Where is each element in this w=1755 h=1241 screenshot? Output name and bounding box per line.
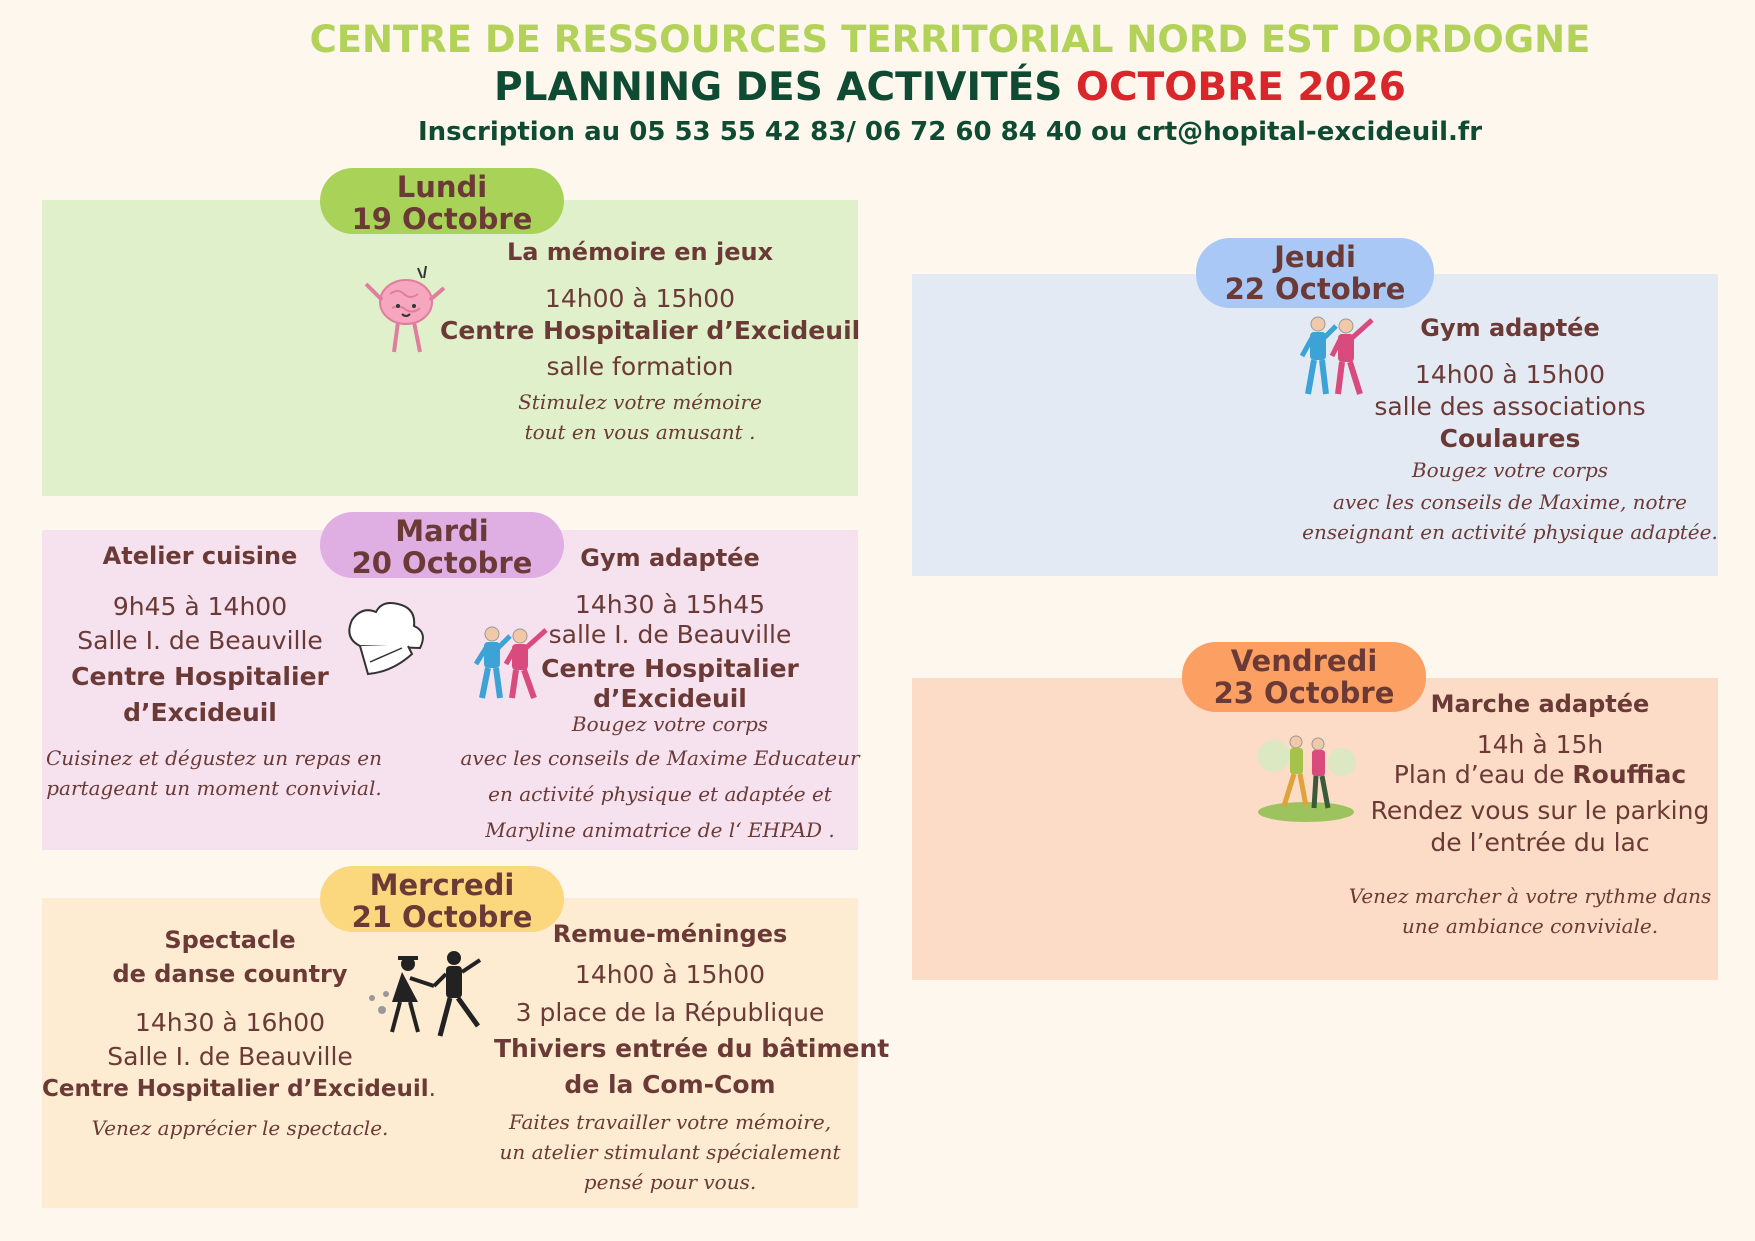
activity-place <box>42 1076 436 1102</box>
day-date: 22 Octobre <box>1224 272 1406 306</box>
activity-description: Faites travailler votre mémoire, <box>508 1110 832 1134</box>
activity-description: tout en vous amusant . <box>524 420 756 444</box>
activity-place: d’Excideuil <box>593 684 747 713</box>
planning-title <box>150 65 1750 110</box>
day-name: Mardi <box>395 514 489 548</box>
activity-description: Venez marcher à votre rythme dans <box>1348 884 1712 908</box>
planning-month: OCTOBRE 2026 <box>1075 65 1406 110</box>
activity-time: 14h00 à 15h00 <box>544 284 736 313</box>
activity-place: Centre Hospitalier d’Excideuil <box>440 316 861 345</box>
seniors-walking-icon <box>1254 728 1358 824</box>
activity-title: Marche adaptée <box>1430 690 1650 718</box>
activity-room: Salle I. de Beauville <box>107 1042 353 1071</box>
activity-time: 14h00 à 15h00 <box>574 960 766 989</box>
activity-description: une ambiance conviviale. <box>1401 914 1659 938</box>
activity-title: Gym adaptée <box>1420 314 1600 342</box>
activity-time: 14h à 15h <box>1476 730 1604 759</box>
activity-room: Salle I. de Beauville <box>77 626 323 655</box>
activity-description: Bougez votre corps <box>571 712 769 736</box>
activity-description: un atelier stimulant spécialement <box>499 1140 841 1164</box>
activity-description: Stimulez votre mémoire <box>518 390 762 414</box>
registration-info: Inscription au 05 53 55 42 83/ 06 72 60 84 40 ou crt@hopital-excideuil.fr <box>417 117 1483 147</box>
activity-place: de la Com-Com <box>564 1070 776 1099</box>
activity-time: 14h30 à 15h45 <box>574 590 766 619</box>
activity-description: pensé pour vous. <box>583 1170 757 1194</box>
activity-place <box>1360 760 1720 789</box>
activity-title: Remue-méninges <box>552 920 788 948</box>
activity-place-suffix: . <box>428 1076 436 1102</box>
activity-room: 3 place de la République <box>515 998 825 1027</box>
planning-title-main: PLANNING DES ACTIVITÉS <box>494 65 1076 110</box>
day-date: 19 Octobre <box>351 202 533 236</box>
activity-description: partageant un moment convivial. <box>46 776 382 800</box>
header-title: CENTRE DE RESSOURCES TERRITORIAL NORD EST DORDOGNE <box>309 18 1591 61</box>
activity-title: Atelier cuisine <box>102 542 298 570</box>
activity-place: Coulaures <box>1439 424 1581 453</box>
day-date: 20 Octobre <box>351 546 533 580</box>
activity-description: enseignant en activité physique adaptée. <box>1302 520 1718 544</box>
activity-description: Bougez votre corps <box>1411 458 1609 482</box>
activity-description: avec les conseils de Maxime Educateur <box>460 746 860 770</box>
activity-description: avec les conseils de Maxime, notre <box>1332 490 1688 514</box>
activity-time: 14h30 à 16h00 <box>134 1008 326 1037</box>
day-name: Lundi <box>396 170 488 204</box>
meeting-point: de l’entrée du lac <box>1430 828 1650 857</box>
activity-place-name: Centre Hospitalier d’Excideuil <box>42 1076 429 1102</box>
activity-time: 14h00 à 15h00 <box>1414 360 1606 389</box>
day-name: Vendredi <box>1230 644 1378 678</box>
chef-hat-icon <box>340 598 430 682</box>
activity-title: La mémoire en jeux <box>506 238 774 266</box>
day-name: Mercredi <box>369 868 515 902</box>
activity-description: Cuisinez et dégustez un repas en <box>45 746 382 770</box>
activity-description: Maryline animatrice de l‘ EHPAD . <box>485 818 835 842</box>
day-date: 21 Octobre <box>351 900 533 934</box>
activity-room: salle I. de Beauville <box>548 620 792 649</box>
activity-room: salle formation <box>546 352 734 381</box>
activity-title: Spectacle <box>164 926 296 954</box>
activity-place: Centre Hospitalier <box>541 654 799 683</box>
activity-title: Gym adaptée <box>580 544 760 572</box>
activity-place: Thiviers entrée du bâtiment <box>494 1034 890 1063</box>
activity-place-prefix: Plan d’eau de <box>1393 760 1573 789</box>
activity-room: salle des associations <box>1374 392 1646 421</box>
brain-icon <box>360 262 452 358</box>
activity-description: en activité physique et adaptée et <box>488 782 832 806</box>
meeting-point: Rendez vous sur le parking <box>1370 796 1710 825</box>
activity-time: 9h45 à 14h00 <box>112 592 288 621</box>
activity-description: Venez apprécier le spectacle. <box>91 1116 389 1140</box>
dancers-icon <box>366 950 490 1046</box>
day-date: 23 Octobre <box>1213 676 1395 710</box>
day-pill-lundi <box>320 168 564 234</box>
activity-title: de danse country <box>112 960 348 988</box>
day-pill-jeudi <box>1196 238 1434 308</box>
activity-place-name: Rouffiac <box>1572 760 1687 789</box>
activity-place: d’Excideuil <box>123 698 277 727</box>
activity-place: Centre Hospitalier <box>71 662 329 691</box>
day-name: Jeudi <box>1274 240 1356 274</box>
